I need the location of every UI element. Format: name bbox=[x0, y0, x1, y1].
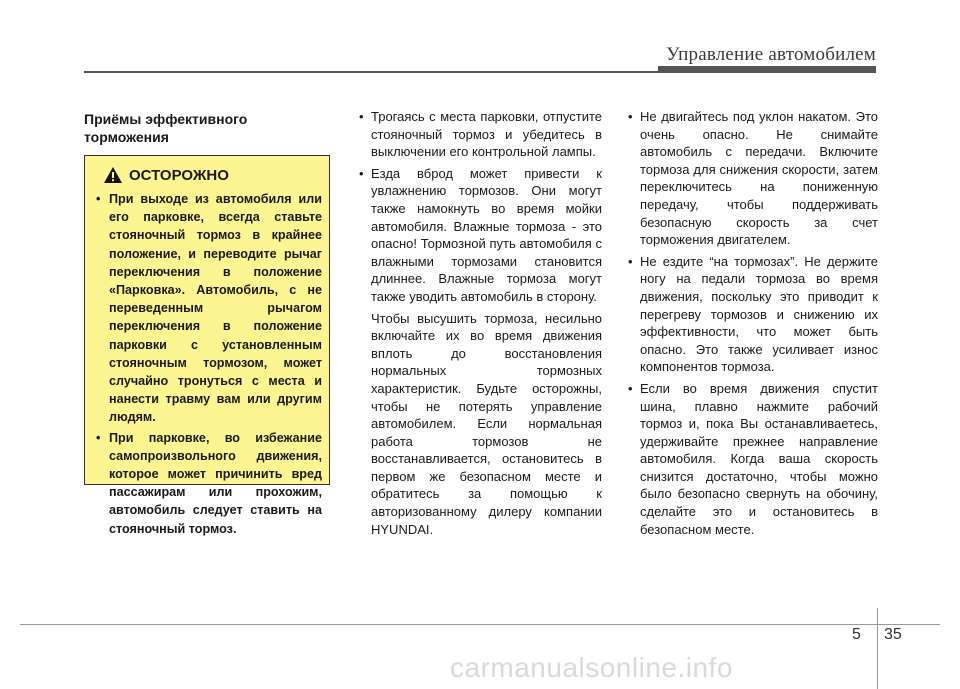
warning-item: • При выходе из автомобиля или его парковке, всегда ставьте стояночный тормоз в крайнее положение, и переводите рычаг переключения в положение «Парковка». Автомобиль, с не переведенным рычагом переключения в положение парковки с установленным стояночным тормозом, может случайно тронуться с места и нанести травму вам или другим людям. bbox=[93, 190, 322, 427]
list-item bbox=[355, 165, 602, 306]
right-list bbox=[624, 108, 878, 538]
list-item: • Трогаясь с места парковки, отпустите стояночный тормоз и убедитесь в выключении его контрольной лампы. bbox=[355, 108, 602, 161]
middle-list bbox=[355, 108, 602, 306]
column-middle bbox=[355, 108, 602, 540]
warning-list bbox=[93, 190, 322, 538]
warning-title: ОСТОРОЖНО bbox=[129, 166, 229, 184]
warning-triangle-icon bbox=[103, 166, 123, 184]
list-item-text: Езда вброд может привести к увлажнению тормозов. Они могут также намокнуть во время мойки автомобиля. Влажные тормоза - это опасно! Тормозной путь автомобиля с влажными тормозами становится длиннее. Влажные тормоза могут также уводить автомобиль в сторону. bbox=[371, 165, 602, 304]
chapter-number: 5 bbox=[852, 626, 861, 643]
header-rule-accent bbox=[658, 66, 876, 72]
list-item: • Не ездите “на тормозах”. Не держите ногу на педали тормоза во время движения, поскольку это приводит к перегреву тормозов и снижению их эффективности, что может быть опасно. Это также усиливает износ компонентов тормоза. bbox=[624, 253, 878, 376]
page-number: 35 bbox=[884, 626, 902, 643]
list-item-continuation: Чтобы высушить тормоза, несильно включайте их во время движения вплоть до восстановления нормальных тормозных характеристик. Будьте осторожны, чтобы не потерять управление автомобилем. Если нормальная работа тормозов не восстанавливается, остановитесь в первом же безопасном месте и обратитесь за помощью к авторизованному дилеру компании HYUNDAI. bbox=[371, 310, 602, 537]
warning-header bbox=[103, 166, 322, 184]
warning-item: • При парковке, во избежание самопроизвольного движения, которое может причинить вред пассажирам или прохожим, автомобиль следует ставить на стояночный тормоз. bbox=[93, 429, 322, 538]
list-item: • Если во время движения спустит шина, плавно нажмите рабочий тормоз и, пока Вы останавливаетесь, удерживайте прежнее направление автомобиля. Когда ваша скорость снизится достаточно, чтобы можно было безопасно свернуть на обочину, сделайте это и остановитесь в безопасном месте. bbox=[624, 380, 878, 538]
watermark: carmanualsonline.info bbox=[450, 652, 733, 683]
warning-box bbox=[84, 155, 330, 536]
page-divider bbox=[877, 608, 878, 689]
column-right bbox=[624, 108, 878, 542]
header-title: Управление автомобилем bbox=[666, 44, 876, 65]
footer-rule bbox=[20, 624, 940, 625]
list-item: • Не двигайтесь под уклон накатом. Это очень опасно. Не снимайте автомобиль с передачи. Включите тормоза для снижения скорости, затем переключитесь на пониженную передачу, чтобы поддерживать безопасную скорость за счет торможения двигателем. bbox=[624, 108, 878, 249]
section-title: Приёмы эффективного торможения bbox=[84, 111, 248, 145]
